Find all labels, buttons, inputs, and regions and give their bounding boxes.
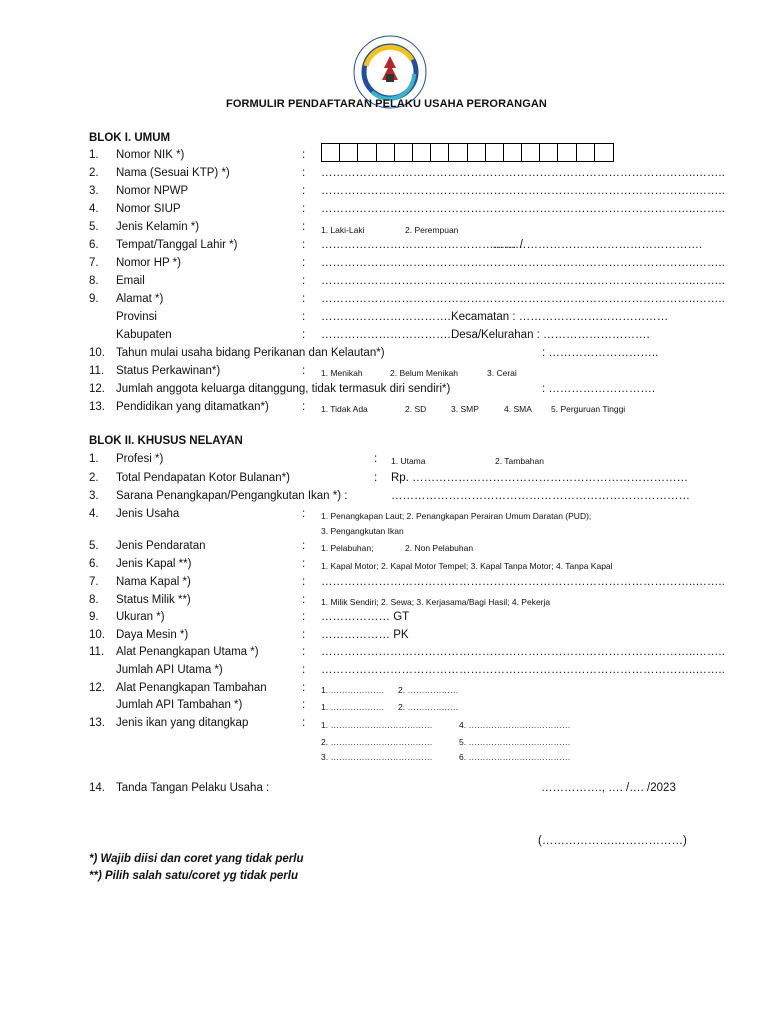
row-number: 1.	[89, 453, 99, 465]
kabupaten-field[interactable]: ……………………………..	[321, 329, 454, 341]
sarana-field[interactable]: ……………………………………………………………………	[391, 490, 690, 502]
jenis-kelamin-label: Jenis Kelamin *)	[116, 221, 200, 233]
alat-utama-label: Alat Penangkapan Utama *)	[116, 646, 259, 658]
colon: :	[302, 508, 306, 520]
option-tidak-ada[interactable]: 1. Tidak Ada	[321, 404, 368, 414]
row-number: 7.	[89, 576, 99, 588]
nama-kapal-field[interactable]: ……………………………………………………………………………………..……..	[321, 576, 725, 588]
jenis-ikan-field-6[interactable]: 6. ………………………………	[459, 752, 571, 762]
row-number: 4.	[89, 203, 99, 215]
email-field[interactable]: ……………………………………………………………………………………..……..	[321, 275, 725, 287]
colon: :	[302, 540, 306, 552]
colon: :	[302, 167, 306, 179]
alat-tambahan-field-2[interactable]: 2. ………………	[398, 685, 459, 695]
jenis-ikan-label: Jenis ikan yang ditangkap	[116, 717, 249, 729]
colon: :	[302, 664, 306, 676]
row-number: 4.	[89, 508, 99, 520]
option-perempuan[interactable]: 2. Perempuan	[405, 225, 459, 235]
option-perguruan-tinggi[interactable]: 5. Perguruan Tinggi	[551, 404, 626, 414]
colon: :	[302, 558, 306, 570]
colon: :	[302, 239, 306, 251]
jenis-usaha-options[interactable]: 1. Penangkapan Laut; 2. Penangkapan Perairan Umum Daratan (PUD);	[321, 511, 592, 521]
colon: :	[302, 682, 306, 694]
jumlah-anggota-label: Jumlah anggota keluarga ditanggung, tidak termasuk diri sendiri*)	[116, 383, 451, 395]
row-number: 6.	[89, 558, 99, 570]
blok1-heading: BLOK I. UMUM	[89, 132, 171, 144]
row-number: 8.	[89, 594, 99, 606]
jumlah-api-tambahan-field-1[interactable]: 1. ……………….	[321, 702, 384, 712]
desa-field[interactable]: Desa/Kelurahan : ……………………….	[451, 329, 650, 341]
colon: :	[302, 221, 306, 233]
signature-name-field[interactable]: (……………….………………)	[538, 835, 687, 847]
option-non-pelabuhan[interactable]: 2. Non Pelabuhan	[405, 543, 474, 553]
pendapatan-label: Total Pendapatan Kotor Bulanan*)	[116, 472, 290, 484]
tahun-usaha-label: Tahun mulai usaha bidang Perikanan dan Kelautan*)	[116, 347, 385, 359]
row-number: 10.	[89, 347, 105, 359]
row-number: 14.	[89, 782, 105, 794]
row-number: 11.	[89, 365, 105, 377]
blok2-heading: BLOK II. KHUSUS NELAYAN	[89, 435, 243, 447]
option-utama[interactable]: 1. Utama	[391, 456, 426, 466]
jumlah-anggota-field[interactable]: : ……………………….	[542, 383, 656, 395]
pendidikan-label: Pendidikan yang ditamatkan*)	[116, 401, 269, 413]
colon: :	[302, 149, 306, 161]
jenis-ikan-field-5[interactable]: 5. ………………………………	[459, 737, 571, 747]
colon: :	[302, 401, 306, 413]
hp-field[interactable]: ……………………………………………………………………………………..……..	[321, 257, 725, 269]
option-tambahan[interactable]: 2. Tambahan	[495, 456, 544, 466]
row-number: 7.	[89, 257, 99, 269]
tanggal-field[interactable]: ……………………………………………….	[492, 239, 703, 251]
row-number: 8.	[89, 275, 99, 287]
colon: :	[302, 311, 306, 323]
siup-field[interactable]: ……………………………………………………………………………………..……..	[321, 203, 725, 215]
row-number: 13.	[89, 717, 105, 729]
jumlah-api-utama-field[interactable]: ……………………………………………………………………………………..……..	[321, 664, 725, 676]
row-number: 9.	[89, 611, 99, 623]
jenis-kapal-label: Jenis Kapal **)	[116, 558, 192, 570]
colon: :	[302, 293, 306, 305]
alat-utama-field[interactable]: ……………………………………………………………………………………..……..	[321, 646, 725, 658]
jumlah-api-tambahan-label: Jumlah API Tambahan *)	[116, 699, 243, 711]
nama-label: Nama (Sesuai KTP) *)	[116, 167, 230, 179]
daya-mesin-field[interactable]: ……………… PK	[321, 629, 409, 641]
nik-input-boxes[interactable]	[321, 143, 614, 162]
row-number: 3.	[89, 490, 99, 502]
alamat-label: Alamat *)	[116, 293, 164, 305]
profesi-label: Profesi *)	[116, 453, 164, 465]
colon: :	[302, 699, 306, 711]
option-menikah[interactable]: 1. Menikah	[321, 368, 363, 378]
row-number: 2.	[89, 472, 99, 484]
colon: :	[302, 365, 306, 377]
option-pelabuhan[interactable]: 1. Pelabuhan;	[321, 543, 374, 553]
jenis-ikan-field-4[interactable]: 4. ………………………………	[459, 720, 571, 730]
nama-kapal-label: Nama Kapal *)	[116, 576, 191, 588]
status-perkawinan-label: Status Perkawinan*)	[116, 365, 221, 377]
colon: :	[302, 329, 306, 341]
colon: :	[302, 576, 306, 588]
option-belum-menikah[interactable]: 2. Belum Menikah	[390, 368, 459, 378]
npwp-field[interactable]: ……………………………………………………………………………………..……..	[321, 185, 725, 197]
colon: :	[302, 717, 306, 729]
alat-tambahan-label: Alat Penangkapan Tambahan	[116, 682, 267, 694]
nama-field[interactable]: ……………………………………………………………………………………..……..	[321, 167, 725, 179]
row-number: 5.	[89, 221, 99, 233]
row-number: 12.	[89, 682, 105, 694]
form-title: FORMULIR PENDAFTARAN PELAKU USAHA PERORANGAN	[226, 98, 547, 110]
tahun-usaha-field[interactable]: : ………………………..	[542, 347, 659, 359]
kecamatan-field[interactable]: Kecamatan : …………………………………	[451, 311, 669, 323]
siup-label: Nomor SIUP	[116, 203, 181, 215]
provinsi-label: Provinsi	[116, 311, 157, 323]
colon: :	[302, 185, 306, 197]
row-number: 11.	[89, 646, 105, 658]
row-number: 3.	[89, 185, 99, 197]
option-laki-laki[interactable]: 1. Laki-Laki	[321, 225, 365, 235]
row-number: 1.	[89, 149, 99, 161]
hp-label: Nomor HP *)	[116, 257, 181, 269]
note-wajib: *) Wajib diisi dan coret yang tidak perlu	[89, 853, 304, 865]
nik-label: Nomor NIK *)	[116, 149, 185, 161]
jenis-ikan-field-3[interactable]: 3. ………………………………	[321, 752, 433, 762]
colon: :	[302, 629, 306, 641]
row-number: 2.	[89, 167, 99, 179]
option-sma[interactable]: 4. SMA	[504, 404, 532, 414]
sarana-label: Sarana Penangkapan/Pengangkutan Ikan *) :	[116, 490, 348, 502]
row-number: 6.	[89, 239, 99, 251]
status-milik-label: Status Milik **)	[116, 594, 191, 606]
colon: :	[302, 275, 306, 287]
jenis-usaha-option-pengangkutan[interactable]: 3. Pengangkutan Ikan	[321, 526, 404, 536]
jenis-ikan-field-1[interactable]: 1. ………………………………	[321, 720, 433, 730]
colon: :	[374, 472, 378, 484]
jumlah-api-utama-label: Jumlah API Utama *)	[116, 664, 223, 676]
daya-mesin-label: Daya Mesin *)	[116, 629, 189, 641]
email-label: Email	[116, 275, 145, 287]
colon: :	[302, 203, 306, 215]
jumlah-api-tambahan-field-2[interactable]: 2. ………………	[398, 702, 459, 712]
row-number: 13.	[89, 401, 105, 413]
row-number: 10.	[89, 629, 105, 641]
colon: :	[302, 257, 306, 269]
jenis-ikan-field-2[interactable]: 2. ………………………………	[321, 737, 433, 747]
option-smp[interactable]: 3. SMP	[451, 404, 479, 414]
row-number: 5.	[89, 540, 99, 552]
status-milik-options[interactable]: 1. Milik Sendiri; 2. Sewa; 3. Kerjasama/Bagi Hasil; 4. Pekerja	[321, 597, 551, 607]
tempat-field[interactable]: …………………………………………… /	[321, 239, 523, 251]
option-cerai[interactable]: 3. Cerai	[487, 368, 517, 378]
option-sd[interactable]: 2. SD	[405, 404, 427, 414]
colon: :	[302, 594, 306, 606]
tanda-tangan-label: Tanda Tangan Pelaku Usaha :	[116, 782, 270, 794]
jenis-usaha-label: Jenis Usaha	[116, 508, 180, 520]
provinsi-field[interactable]: ……………………………..	[321, 311, 454, 323]
date-field[interactable]: ……………., …. /…. /2023	[541, 782, 676, 794]
alamat-field[interactable]: ……………………………………………………………………………………..……..	[321, 293, 725, 305]
ukuran-field[interactable]: ……………… GT	[321, 611, 410, 623]
npwp-label: Nomor NPWP	[116, 185, 189, 197]
row-number: 9.	[89, 293, 99, 305]
pendapatan-field[interactable]: Rp. ………………………………………………………………	[391, 472, 689, 484]
colon: :	[302, 646, 306, 658]
alat-tambahan-field-1[interactable]: 1. ……………….	[321, 685, 384, 695]
note-pilih: **) Pilih salah satu/coret yg tidak perlu	[89, 870, 298, 882]
row-number: 12.	[89, 383, 105, 395]
pendaratan-label: Jenis Pendaratan	[116, 540, 206, 552]
colon: :	[374, 453, 378, 465]
jenis-kapal-options[interactable]: 1. Kapal Motor; 2. Kapal Motor Tempel; 3. Kapal Tanpa Motor; 4. Tanpa Kapal	[321, 561, 613, 571]
kabupaten-label: Kabupaten	[116, 329, 172, 341]
ukuran-label: Ukuran *)	[116, 611, 165, 623]
colon: :	[302, 611, 306, 623]
ttl-label: Tempat/Tanggal Lahir *)	[116, 239, 238, 251]
